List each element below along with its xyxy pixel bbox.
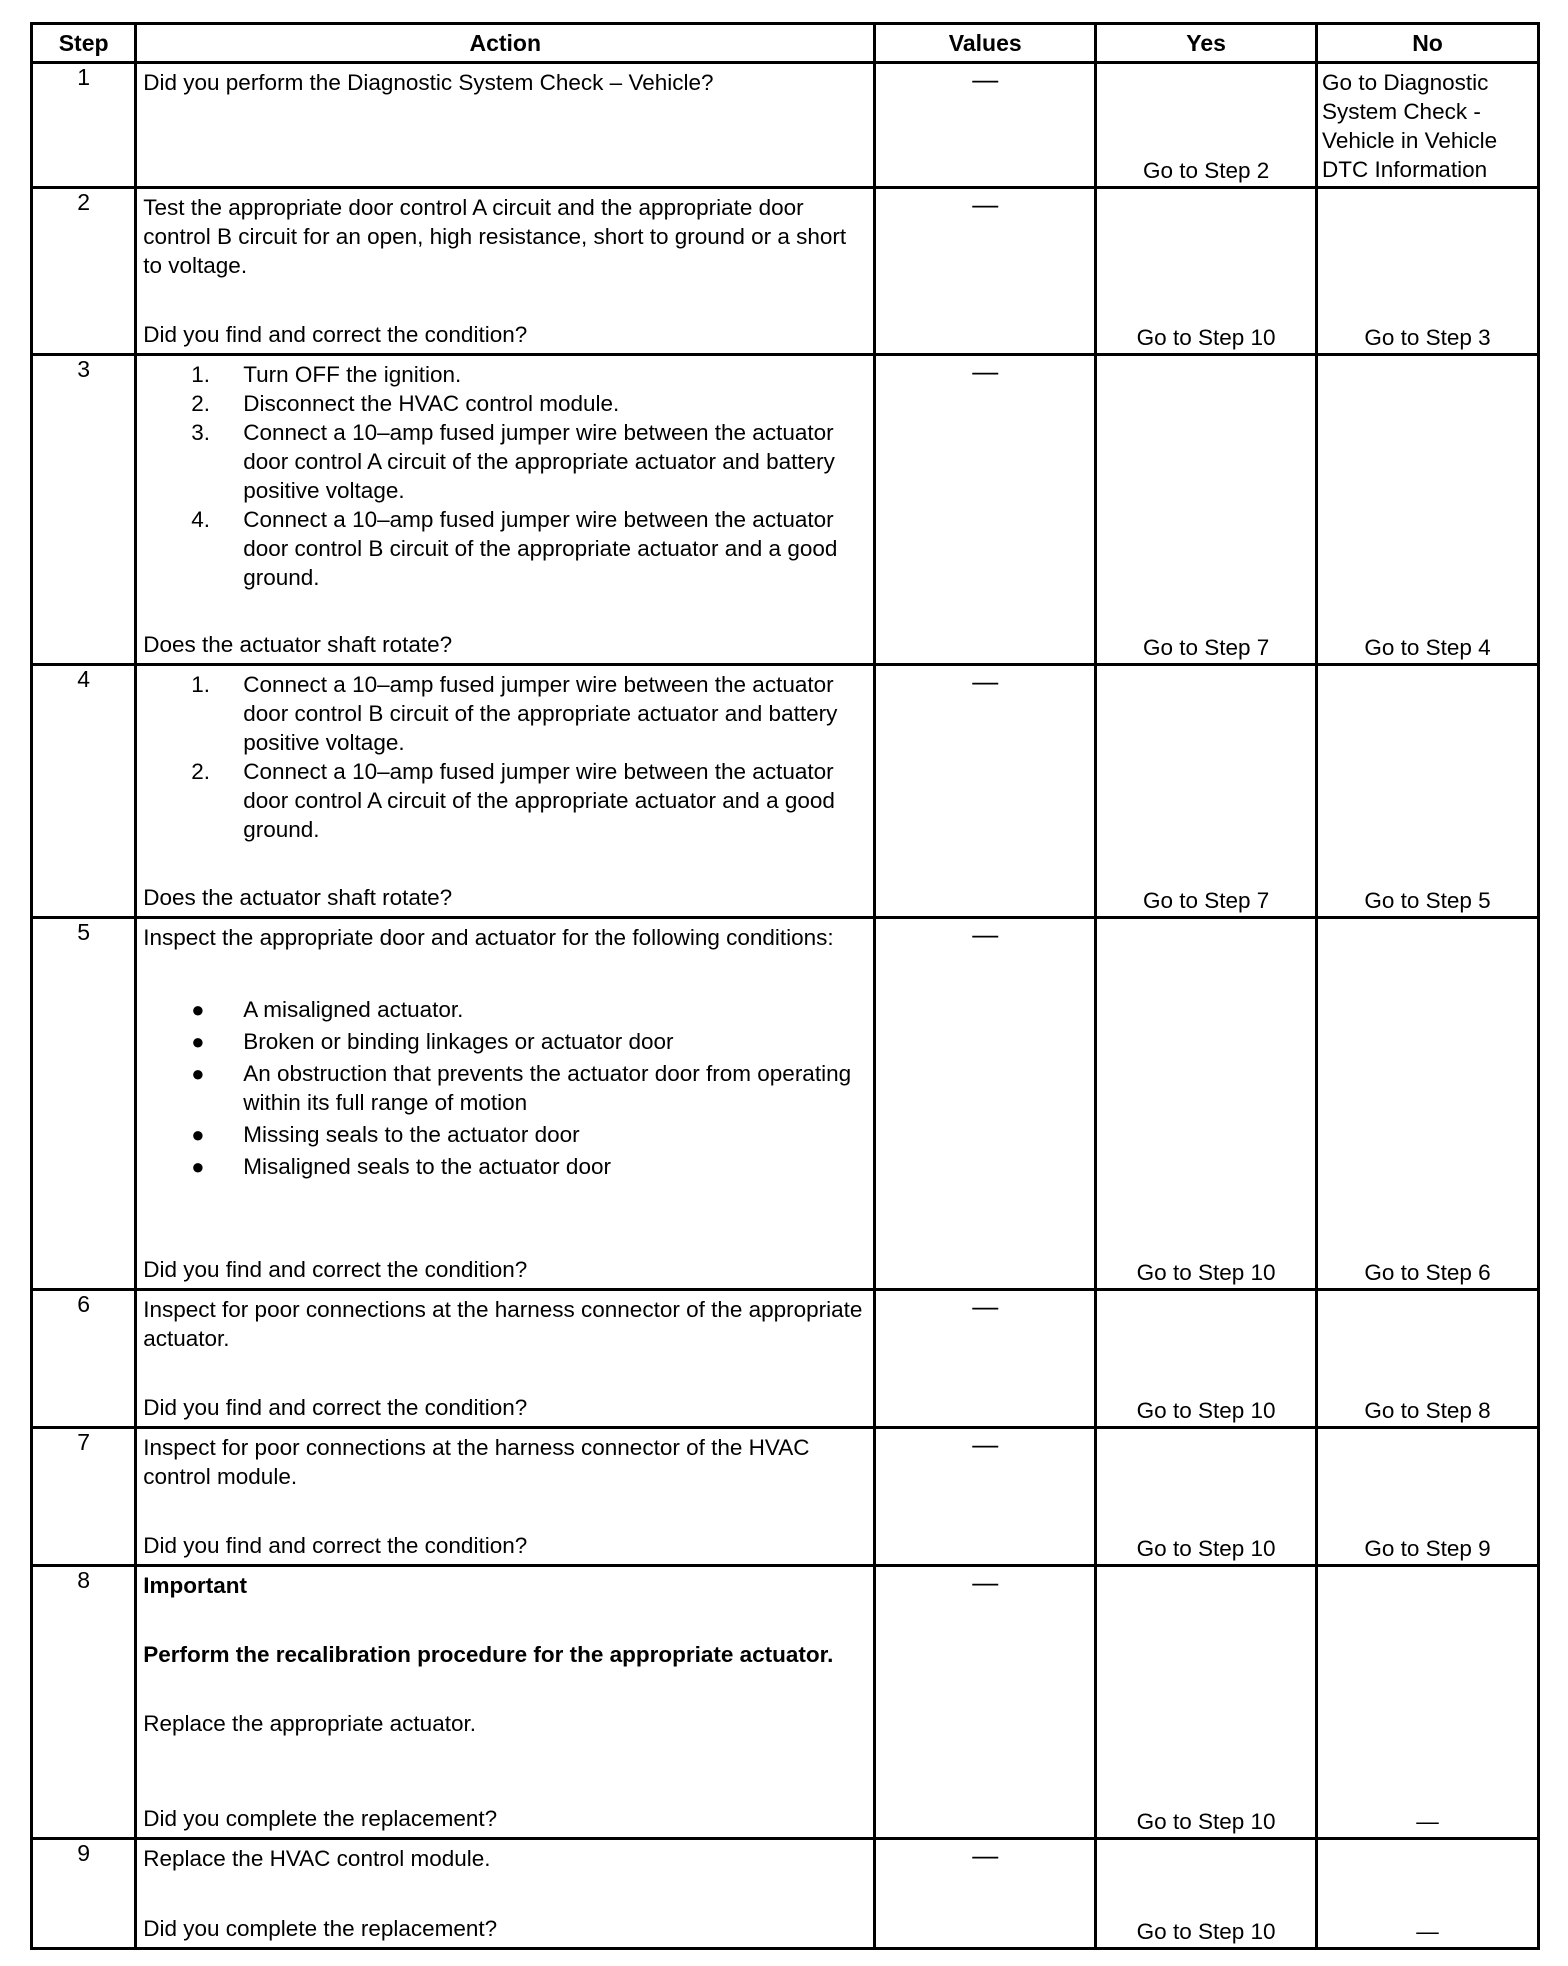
yes-link[interactable]: Go to Step 10 — [1136, 1809, 1276, 1834]
important-text: Perform the recalibration procedure for the appropriate actuator. — [143, 1642, 834, 1667]
list-item: 4. Connect a 10–amp fused jumper wire between the actuator door control B circuit of the appropriate actuator and a good ground. — [191, 507, 838, 590]
step-yes — [1096, 63, 1317, 188]
yes-link[interactable]: Go to Step 10 — [1136, 1536, 1276, 1561]
yes-link[interactable]: Go to Step 10 — [1136, 1919, 1276, 1944]
bullet-list — [143, 995, 865, 1181]
action-question: Did you find and correct the condition? — [143, 322, 528, 347]
step-no — [1317, 1290, 1539, 1428]
header-row — [32, 24, 1539, 63]
action-question: Does the actuator shaft rotate? — [143, 632, 453, 657]
step-values: — — [875, 665, 1096, 918]
step-no — [1317, 63, 1539, 188]
action-question: Did you find and correct the condition? — [143, 1533, 528, 1558]
step-row-3 — [32, 355, 1539, 665]
yes-link[interactable]: Go to Step 7 — [1142, 635, 1270, 660]
step-action — [136, 665, 875, 918]
step-number: 6 — [32, 1290, 136, 1428]
step-action — [136, 1428, 875, 1566]
header-yes: Yes — [1096, 24, 1317, 63]
step-action — [136, 1566, 875, 1839]
step-action — [136, 188, 875, 355]
step-action — [136, 918, 875, 1290]
no-dash: — — [1416, 1809, 1439, 1834]
header-step: Step — [32, 24, 136, 63]
step-number: 7 — [32, 1428, 136, 1566]
no-link[interactable]: Go to Step 5 — [1364, 888, 1491, 913]
step-number: 3 — [32, 355, 136, 665]
step-row-9 — [32, 1839, 1539, 1949]
important-label: Important — [143, 1573, 247, 1598]
step-no — [1317, 918, 1539, 1290]
step-no — [1317, 1839, 1539, 1949]
action-question: Does the actuator shaft rotate? — [143, 885, 453, 910]
action-text: Replace the HVAC control module. — [143, 1846, 491, 1871]
yes-link[interactable]: Go to Step 2 — [1142, 158, 1270, 183]
step-yes — [1096, 1566, 1317, 1839]
step-number: 1 — [32, 63, 136, 188]
step-no — [1317, 1566, 1539, 1839]
step-yes — [1096, 918, 1317, 1290]
action-question: Did you find and correct the condition? — [143, 1257, 528, 1282]
step-action — [136, 355, 875, 665]
action-question: Did you complete the replacement? — [143, 1806, 498, 1831]
diagnostic-table — [30, 22, 1540, 1950]
step-yes — [1096, 1290, 1317, 1428]
step-no — [1317, 188, 1539, 355]
action-question: Did you find and correct the condition? — [143, 1395, 528, 1420]
list-item: ● A misaligned actuator. — [191, 997, 464, 1022]
action-text: Test the appropriate door control A circuit and the appropriate door control B circuit for an open, high resistance, short to ground or a short to voltage. — [143, 195, 847, 278]
no-link[interactable]: Go to Step 9 — [1364, 1536, 1491, 1561]
step-values: — — [875, 1290, 1096, 1428]
no-link[interactable]: Go to Step 4 — [1364, 635, 1491, 660]
list-item: 3. Connect a 10–amp fused jumper wire between the actuator door control A circuit of the appropriate actuator and battery positive voltage. — [191, 420, 835, 503]
step-row-5 — [32, 918, 1539, 1290]
action-question: Did you complete the replacement? — [143, 1916, 498, 1941]
yes-link[interactable]: Go to Step 10 — [1136, 1398, 1276, 1423]
step-yes — [1096, 1839, 1317, 1949]
step-row-6 — [32, 1290, 1539, 1428]
step-number: 4 — [32, 665, 136, 918]
yes-link[interactable]: Go to Step 10 — [1136, 1260, 1276, 1285]
list-item: ● Broken or binding linkages or actuator door — [191, 1029, 674, 1054]
step-yes — [1096, 1428, 1317, 1566]
step-number: 9 — [32, 1839, 136, 1949]
step-values: — — [875, 1428, 1096, 1566]
list-item: 1. Connect a 10–amp fused jumper wire between the actuator door control B circuit of the appropriate actuator and battery positive voltage. — [191, 672, 838, 755]
step-no — [1317, 355, 1539, 665]
list-item: ● Misaligned seals to the actuator door — [191, 1154, 611, 1179]
step-no — [1317, 665, 1539, 918]
step-number: 8 — [32, 1566, 136, 1839]
list-item: 2. Connect a 10–amp fused jumper wire between the actuator door control A circuit of the appropriate actuator and a good ground. — [191, 759, 835, 842]
diagnostic-table-page — [30, 22, 1540, 1950]
no-link[interactable]: Go to Step 3 — [1364, 325, 1491, 350]
step-action — [136, 63, 875, 188]
step-yes — [1096, 188, 1317, 355]
step-no — [1317, 1428, 1539, 1566]
step-action — [136, 1839, 875, 1949]
step-yes — [1096, 355, 1317, 665]
yes-link[interactable]: Go to Step 10 — [1136, 325, 1276, 350]
step-row-2 — [32, 188, 1539, 355]
step-yes — [1096, 665, 1317, 918]
action-question: Did you perform the Diagnostic System Check – Vehicle? — [143, 70, 714, 95]
step-values: — — [875, 1566, 1096, 1839]
step-values: — — [875, 918, 1096, 1290]
step-row-7 — [32, 1428, 1539, 1566]
action-text: Inspect the appropriate door and actuator for the following conditions: — [143, 925, 834, 950]
list-item: 2. Disconnect the HVAC control module. — [191, 391, 620, 416]
step-row-4 — [32, 665, 1539, 918]
action-text: Replace the appropriate actuator. — [143, 1711, 476, 1736]
step-values: — — [875, 63, 1096, 188]
list-item: ● An obstruction that prevents the actuator door from operating within its full range of motion — [191, 1061, 852, 1115]
no-link[interactable]: Go to Step 8 — [1364, 1398, 1491, 1423]
header-action: Action — [136, 24, 875, 63]
header-values: Values — [875, 24, 1096, 63]
step-number: 5 — [32, 918, 136, 1290]
numbered-list — [143, 360, 865, 592]
step-values: — — [875, 355, 1096, 665]
no-dash: — — [1416, 1919, 1439, 1944]
step-row-1 — [32, 63, 1539, 188]
step-number: 2 — [32, 188, 136, 355]
step-row-8 — [32, 1566, 1539, 1839]
step-action — [136, 1290, 875, 1428]
step-values: — — [875, 188, 1096, 355]
list-item: 1. Turn OFF the ignition. — [191, 362, 462, 387]
header-no: No — [1317, 24, 1539, 63]
numbered-list — [143, 670, 865, 844]
no-link[interactable]: Go to Diagnostic System Check - Vehicle in Vehicle DTC Information — [1322, 70, 1498, 182]
no-link[interactable]: Go to Step 6 — [1364, 1260, 1491, 1285]
action-text: Inspect for poor connections at the harness connector of the HVAC control module. — [143, 1435, 810, 1489]
step-values: — — [875, 1839, 1096, 1949]
action-text: Inspect for poor connections at the harness connector of the appropriate actuator. — [143, 1297, 863, 1351]
yes-link[interactable]: Go to Step 7 — [1142, 888, 1270, 913]
list-item: ● Missing seals to the actuator door — [191, 1122, 580, 1147]
